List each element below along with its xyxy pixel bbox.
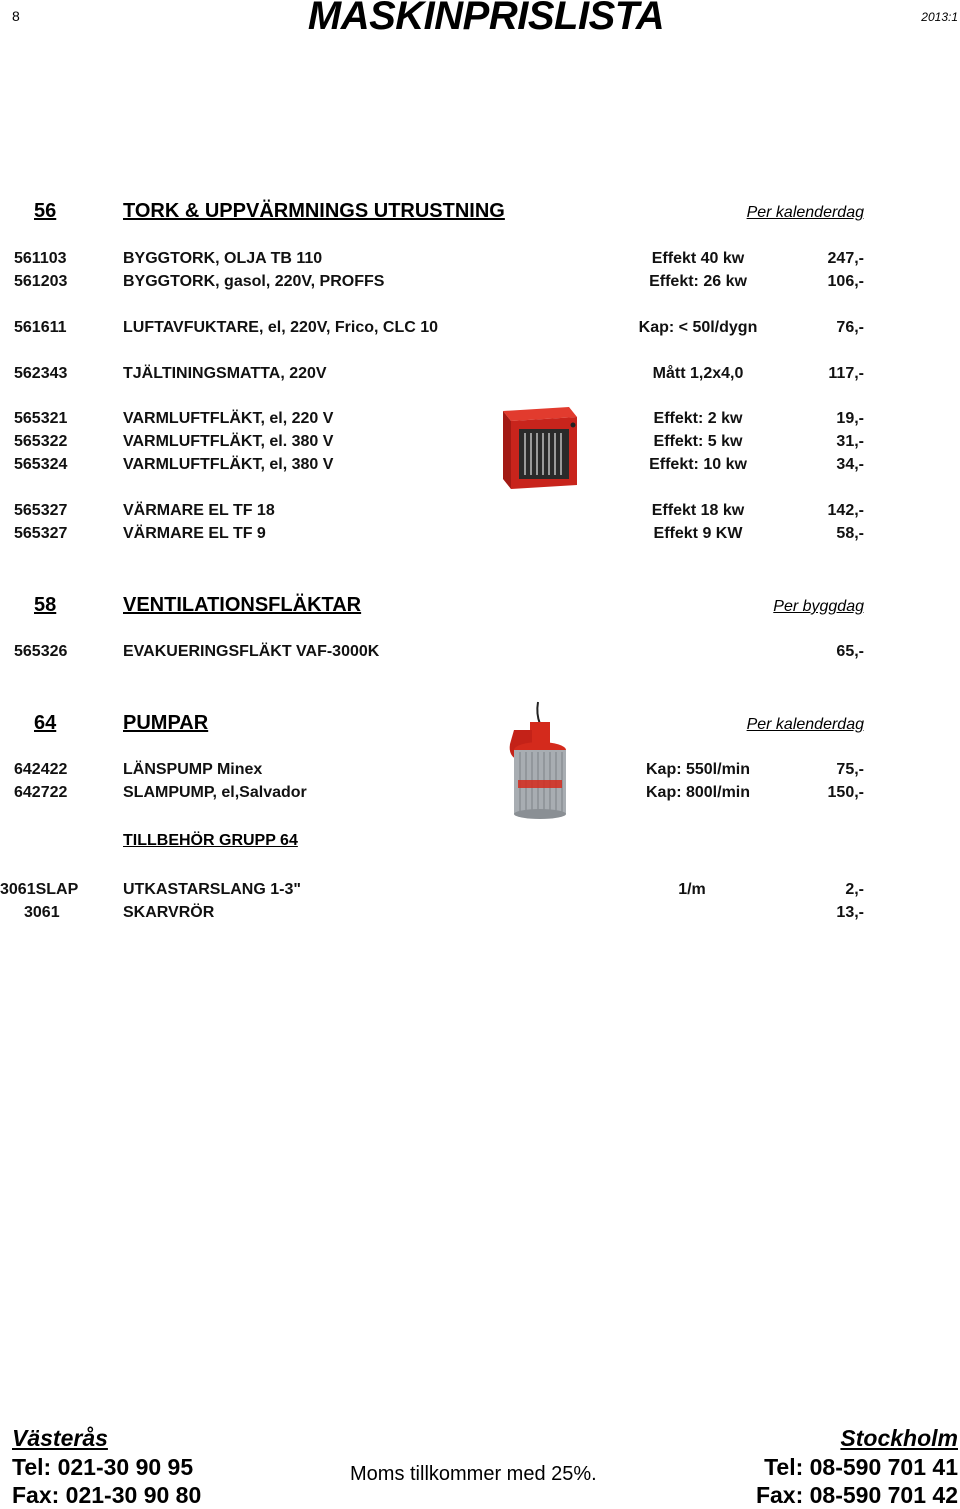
table-row [0,273,960,295]
item-code: 3061SLAP [0,881,79,898]
item-code: 561203 [14,273,68,290]
item-spec: Effekt 18 kw [651,502,745,519]
item-code: 642422 [14,761,68,778]
item-price: 13,- [836,904,864,921]
section-title-64: PUMPAR [123,712,209,734]
footer-left-city: Västerås [12,1425,108,1451]
item-name: EVAKUERINGSFLÄKT VAF-3000K [123,643,380,660]
item-name: LÄNSPUMP Minex [123,761,263,778]
item-code: 562343 [14,365,68,382]
section-unit-58: Per byggdag [773,598,864,615]
item-name: LUFTAVFUKTARE, el, 220V, Frico, CLC 10 [123,319,439,336]
table-row [0,761,960,783]
item-code: 565322 [14,433,68,450]
item-spec: Effekt: 2 kw [653,410,743,427]
table-row [0,904,960,926]
section-unit-64: Per kalenderdag [746,716,864,733]
item-price: 31,- [836,433,864,450]
section-number-64: 64 [34,712,57,734]
fan-heater-image [485,405,589,491]
item-code: 561611 [14,319,67,336]
item-spec: Kap: 550l/min [645,761,751,778]
item-price: 75,- [836,761,864,778]
section-number-58: 58 [34,594,57,616]
table-row [0,881,960,903]
item-name: BYGGTORK, OLJA TB 110 [123,250,323,267]
table-row [0,433,960,455]
item-price: 247,- [827,250,864,267]
item-name: UTKASTARSLANG 1-3" [123,881,301,898]
item-spec: Mått 1,2x4,0 [652,365,744,382]
table-row [0,319,960,341]
table-row [0,250,960,272]
table-row [0,502,960,524]
item-price: 142,- [827,502,864,519]
footer-right-city: Stockholm [840,1425,958,1451]
item-spec: 1/m [678,881,706,898]
item-name: SKARVRÖR [123,904,215,921]
item-price: 65,- [836,643,864,660]
item-name: VÄRMARE EL TF 9 [123,525,266,542]
item-code: 642722 [14,784,68,801]
item-spec: Effekt: 5 kw [653,433,743,450]
page-number: 8 [12,8,20,24]
footer-right-fax: Fax: 08-590 701 42 [755,1482,958,1508]
item-spec: Kap: 800l/min [645,784,751,801]
item-spec: Effekt: 10 kw [649,456,747,473]
footer-right-tel: Tel: 08-590 701 41 [764,1454,958,1480]
accessories-heading: TILLBEHÖR GRUPP 64 [123,832,298,849]
item-name: BYGGTORK, gasol, 220V, PROFFS [123,273,385,290]
item-name: VÄRMARE EL TF 18 [123,502,275,519]
item-spec: Effekt 40 kw [651,250,745,267]
item-price: 106,- [827,273,864,290]
table-row [0,525,960,547]
item-price: 117,- [828,365,864,382]
item-name: SLAMPUMP, el,Salvador [123,784,307,801]
item-price: 2,- [845,881,864,898]
table-row [0,456,960,478]
item-code: 565327 [14,525,68,542]
section-title-58: VENTILATIONSFLÄKTAR [123,594,362,616]
item-code: 3061 [24,904,60,921]
item-code: 565324 [14,456,68,473]
item-code: 565327 [14,502,68,519]
item-code: 565326 [14,643,68,660]
item-code: 561103 [14,250,67,267]
page-title: MASKINPRISLISTA [307,0,665,38]
section-title-56: TORK & UPPVÄRMNINGS UTRUSTNING [123,200,505,222]
footer-left-fax: Fax: 021-30 90 80 [12,1482,202,1508]
item-price: 76,- [836,319,864,336]
item-code: 565321 [14,410,68,427]
section-unit-56: Per kalenderdag [746,204,864,221]
item-price: 58,- [836,525,864,542]
item-name: TJÄLTININGSMATTA, 220V [123,365,327,382]
item-spec: Kap: < 50l/dygn [638,319,758,336]
item-spec: Effekt: 26 kw [649,273,747,290]
table-row [0,643,960,665]
item-name: VARMLUFTFLÄKT, el, 220 V [123,410,334,427]
section-number-56: 56 [34,200,57,222]
item-name: VARMLUFTFLÄKT, el, 380 V [123,456,334,473]
item-name: VARMLUFTFLÄKT, el. 380 V [123,433,334,450]
table-row [0,365,960,387]
item-spec: Effekt 9 KW [653,525,743,542]
edition-label: 2013:1 [921,10,958,24]
item-price: 34,- [836,456,864,473]
footer-vat-note: Moms tillkommer med 25%. [350,1463,597,1485]
table-row [0,784,960,806]
footer-left-tel: Tel: 021-30 90 95 [12,1454,194,1480]
table-row [0,410,960,432]
item-price: 150,- [827,784,864,801]
item-price: 19,- [836,410,864,427]
